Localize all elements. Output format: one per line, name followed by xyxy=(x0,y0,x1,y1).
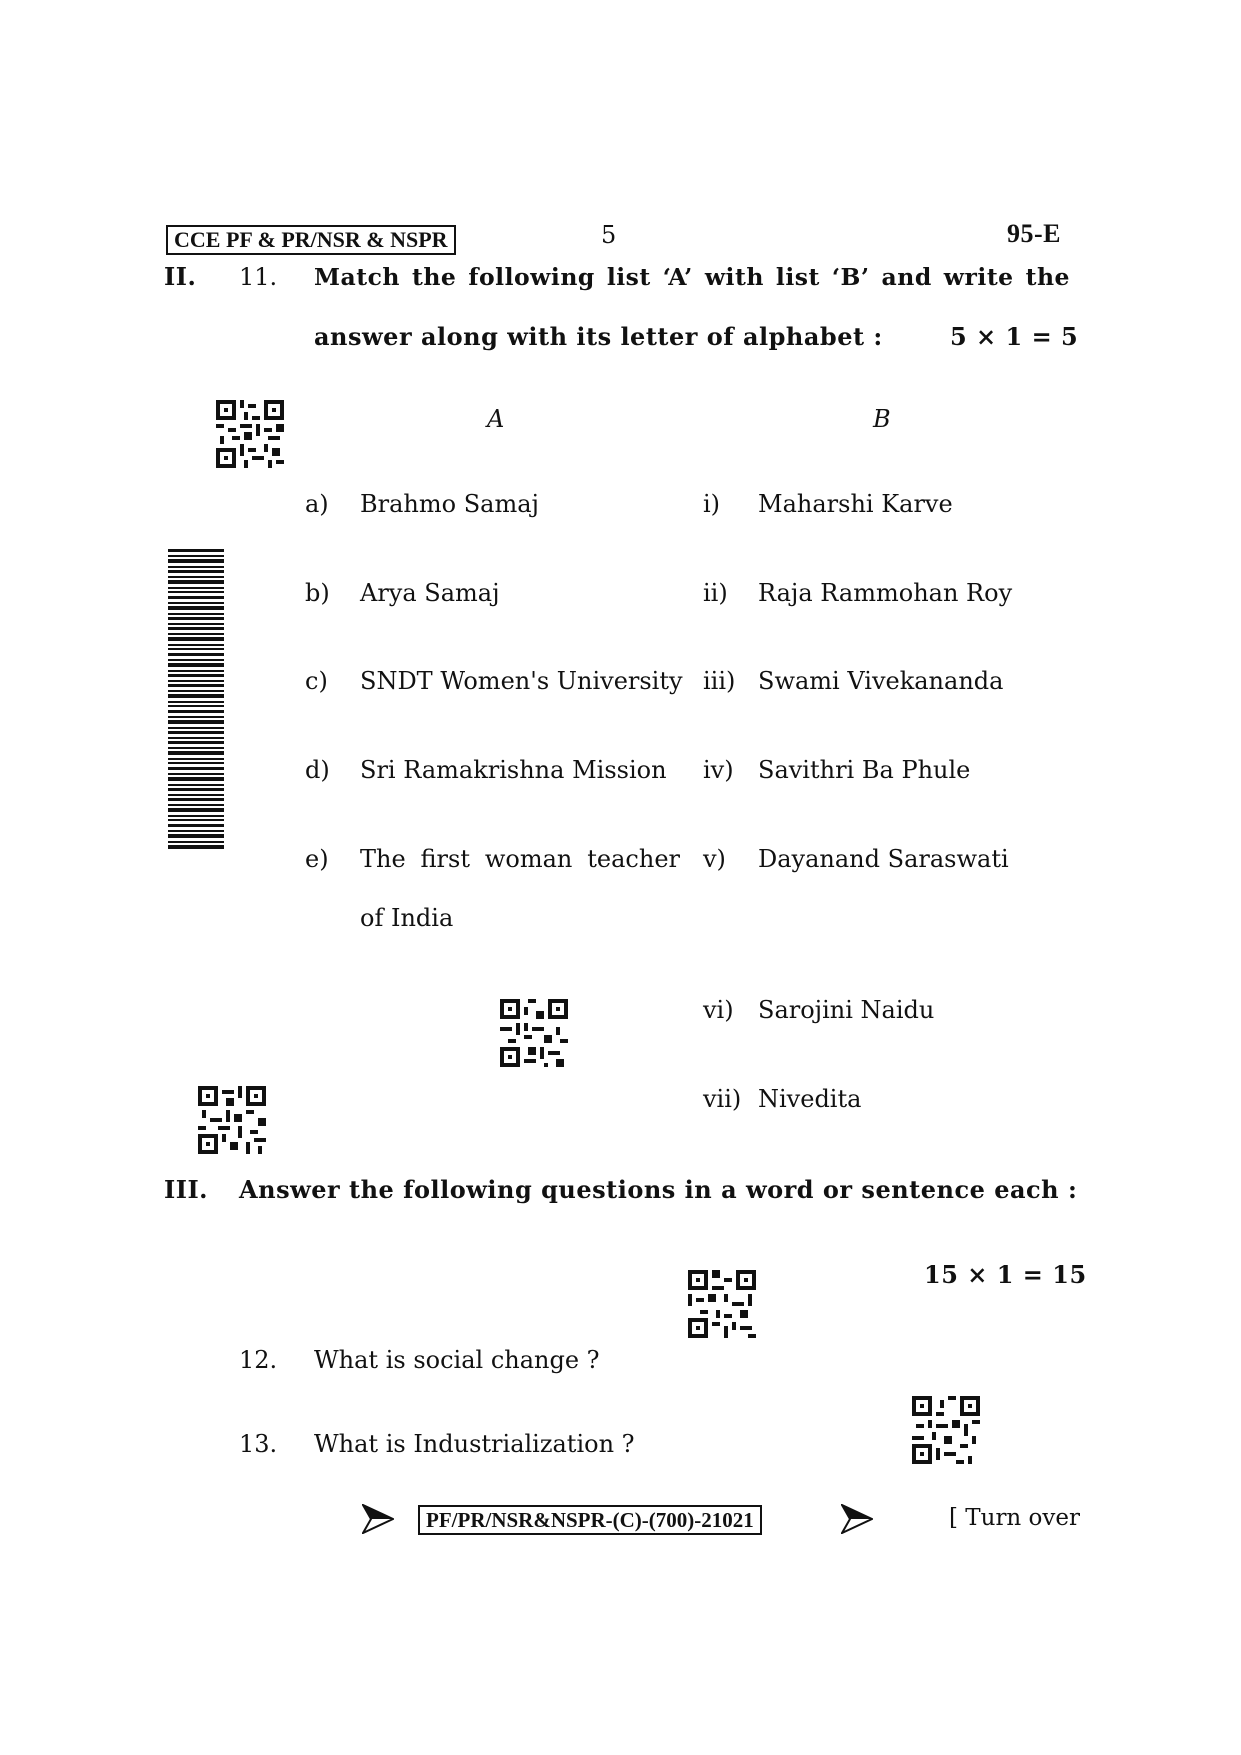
list-b-number: i) xyxy=(703,490,721,518)
question-12-text: What is social change ? xyxy=(314,1346,600,1374)
list-a-letter: e) xyxy=(305,845,329,873)
list-a-letter: b) xyxy=(305,579,330,607)
qr-code-icon xyxy=(216,400,284,468)
section-3-marks: 15 × 1 = 15 xyxy=(924,1260,1087,1289)
section-3-number: III. xyxy=(164,1175,209,1204)
list-a-letter: a) xyxy=(305,490,329,518)
question-11-instruction-line1: Match the following list ‘A’ with list ‘B’ and write the xyxy=(314,263,1070,291)
list-a-item-continuation: of India xyxy=(360,904,454,932)
list-a-letter: d) xyxy=(305,756,330,784)
list-b-item: Maharshi Karve xyxy=(758,490,953,518)
list-b-number: v) xyxy=(703,845,726,873)
list-a-item: Arya Samaj xyxy=(360,579,500,607)
list-b-item: Swami Vivekananda xyxy=(758,667,1004,695)
footer-code: PF/PR/NSR&NSPR-(C)-(700)-21021 xyxy=(418,1505,762,1535)
section-2-number: II. xyxy=(164,262,197,291)
list-b-item: Raja Rammohan Roy xyxy=(758,579,1013,607)
header-code-label: CCE PF & PR/NSR & NSPR xyxy=(166,225,456,255)
arrow-right-icon xyxy=(841,1504,873,1534)
list-b-number: ii) xyxy=(703,579,728,607)
list-b-number: iv) xyxy=(703,756,734,784)
question-11-instruction-line2: answer along with its letter of alphabet : xyxy=(314,322,883,351)
section-3-instruction: Answer the following questions in a word or sentence each : xyxy=(239,1175,1078,1204)
arrow-right-icon xyxy=(362,1504,394,1534)
list-b-item: Dayanand Saraswati xyxy=(758,845,1009,873)
list-b-number: iii) xyxy=(703,667,736,695)
list-b-item: Savithri Ba Phule xyxy=(758,756,971,784)
paper-code: 95-E xyxy=(1007,219,1061,248)
list-b-item: Nivedita xyxy=(758,1085,862,1113)
list-a-letter: c) xyxy=(305,667,328,695)
qr-code-icon xyxy=(688,1270,756,1338)
list-a-item: SNDT Women's University xyxy=(360,667,683,695)
question-13-number: 13. xyxy=(239,1430,278,1458)
list-a-item: Brahmo Samaj xyxy=(360,490,539,518)
page-number: 5 xyxy=(601,221,617,249)
question-11-number: 11. xyxy=(239,263,278,291)
list-b-item: Sarojini Naidu xyxy=(758,996,935,1024)
list-b-number: vi) xyxy=(703,996,734,1024)
list-b-number: vii) xyxy=(703,1085,742,1113)
list-a-item: Sri Ramakrishna Mission xyxy=(360,756,667,784)
list-b-heading: B xyxy=(873,405,891,433)
list-a-heading: A xyxy=(487,405,505,433)
qr-code-icon xyxy=(500,999,568,1067)
qr-code-icon xyxy=(198,1086,266,1154)
barcode-icon xyxy=(168,549,224,849)
list-a-item: The first woman teacher xyxy=(360,845,680,873)
question-13-text: What is Industrialization ? xyxy=(314,1430,635,1458)
qr-code-icon xyxy=(912,1396,980,1464)
turn-over-label: [ Turn over xyxy=(949,1505,1081,1531)
question-12-number: 12. xyxy=(239,1346,278,1374)
question-11-marks: 5 × 1 = 5 xyxy=(950,322,1079,351)
